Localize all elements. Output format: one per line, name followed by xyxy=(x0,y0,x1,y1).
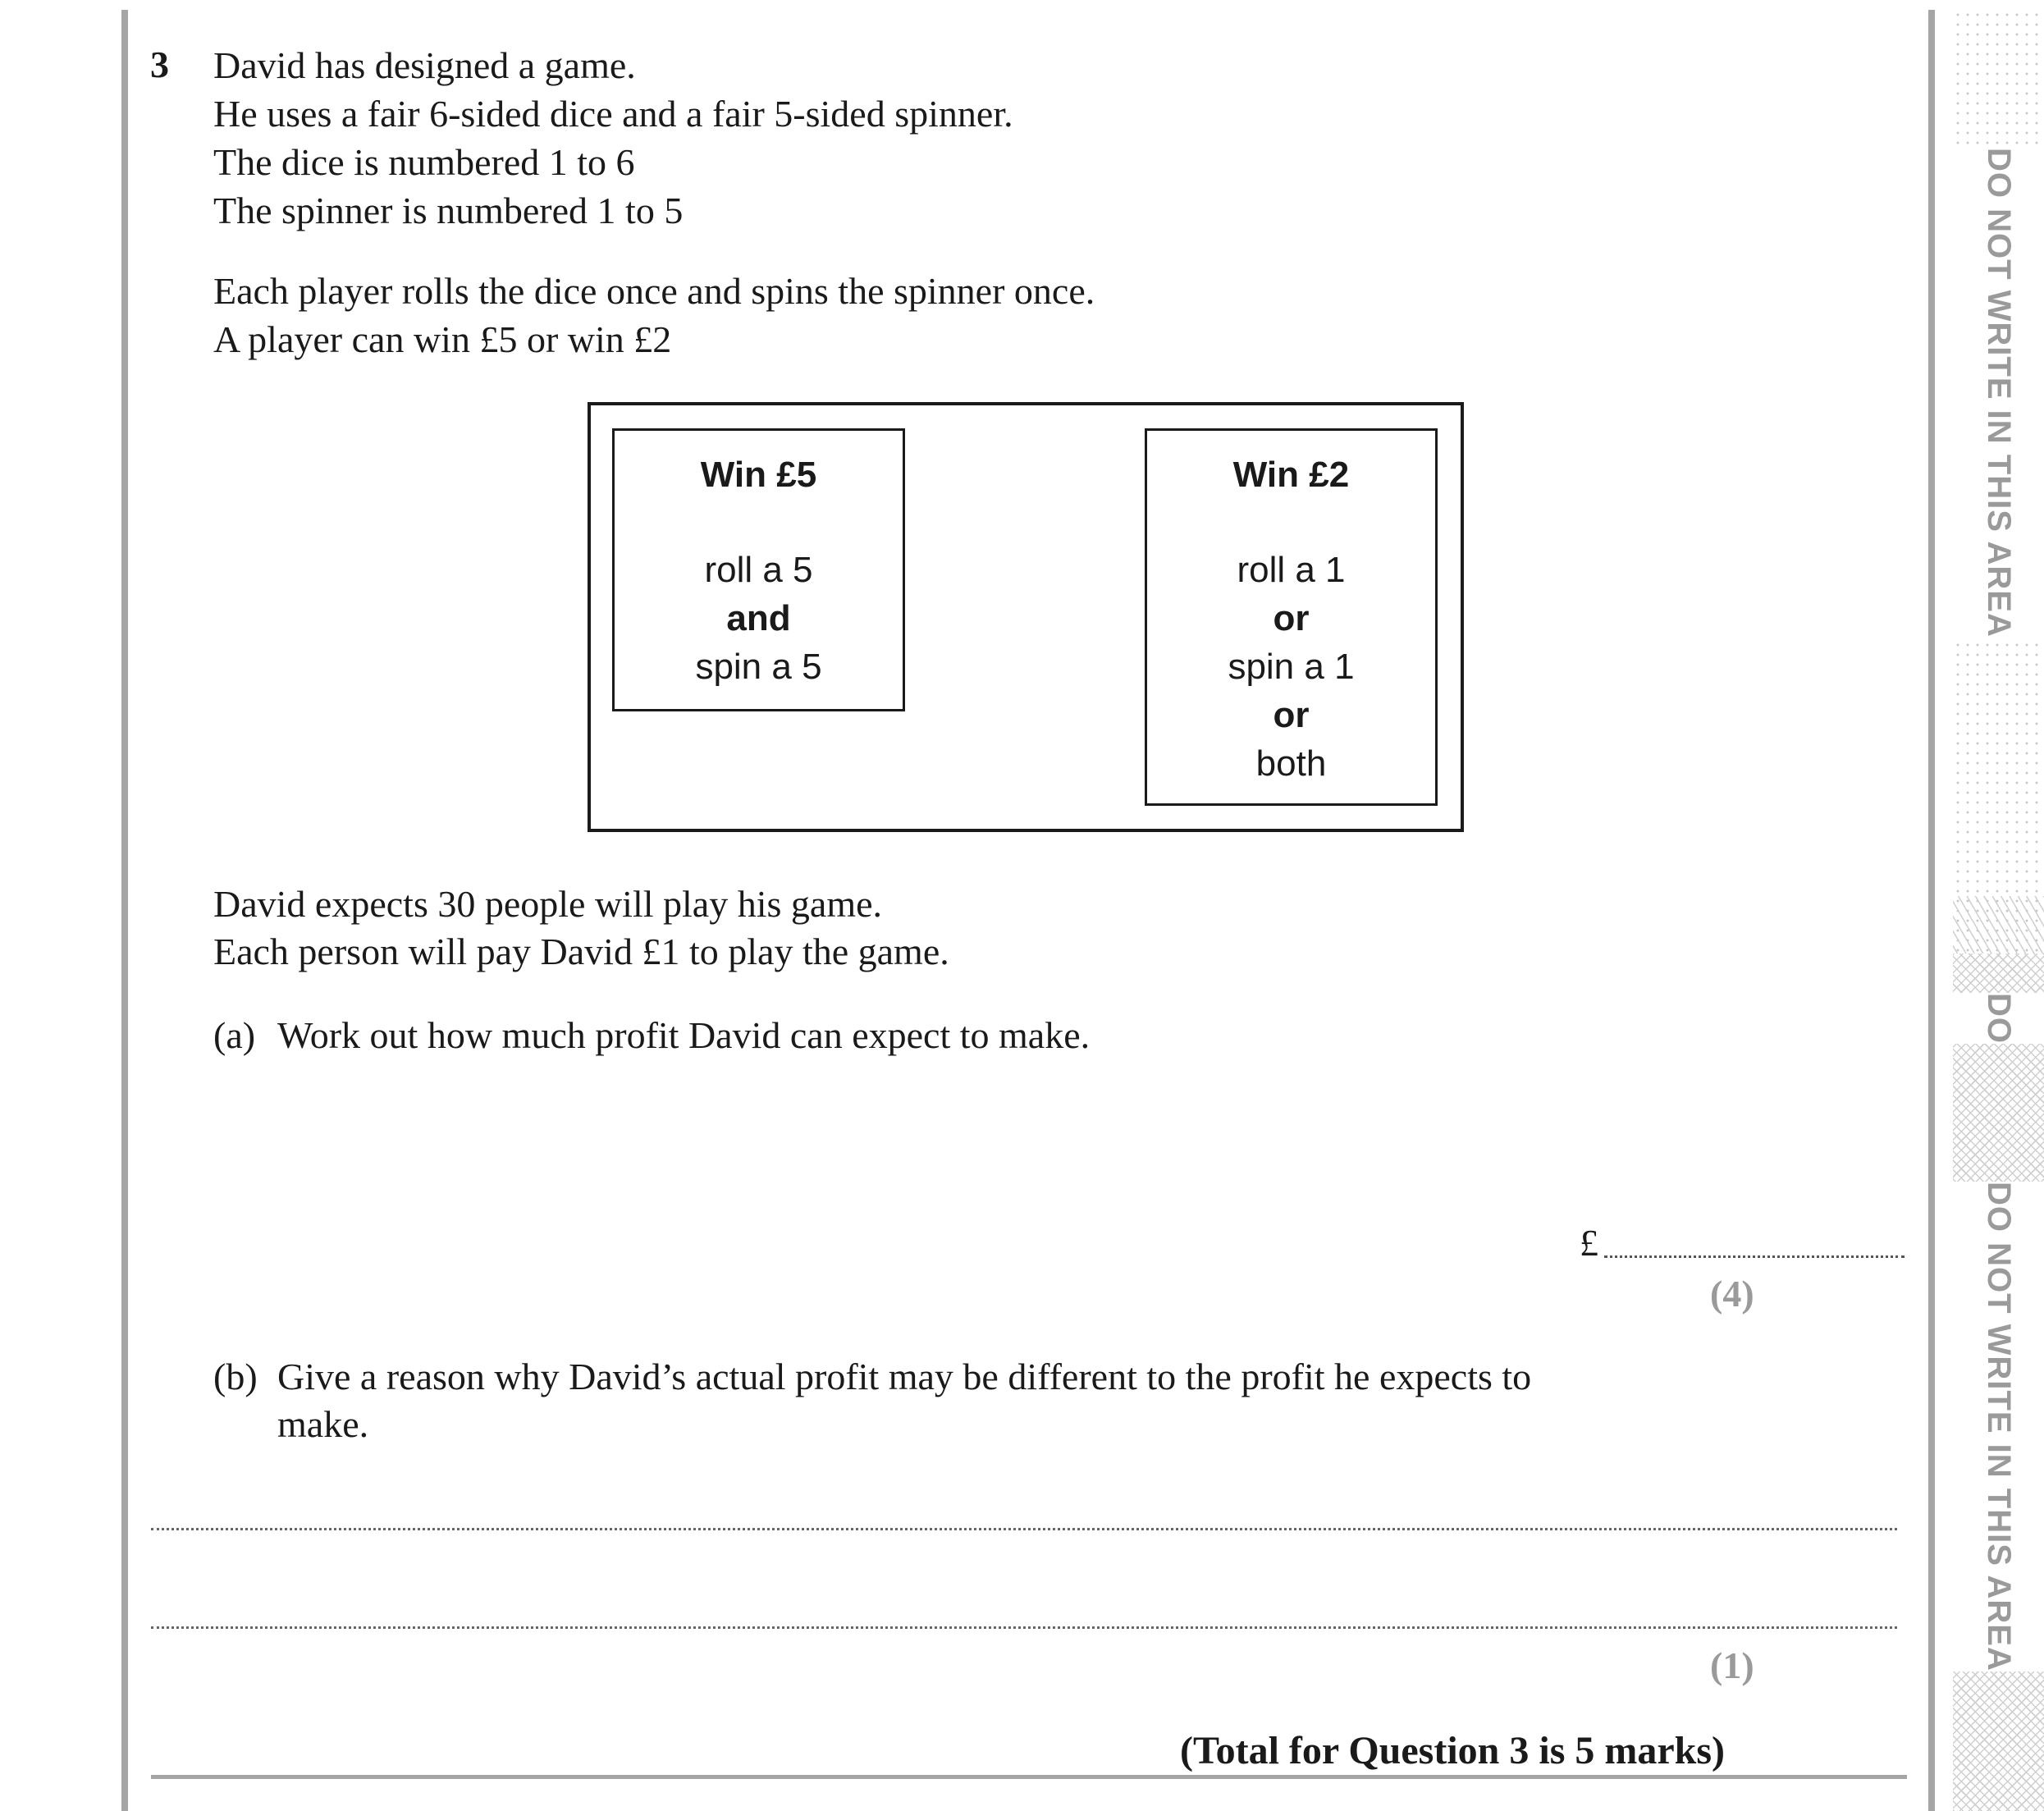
win-2-condition-1: roll a 1 xyxy=(1237,550,1346,590)
win-5-condition-2: spin a 5 xyxy=(695,647,822,687)
context-line-1: David expects 30 people will play his game. xyxy=(213,883,883,925)
intro-line-2: He uses a fair 6-sided dice and a fair 5-sided spinner. xyxy=(213,93,1013,135)
win-2-condition-2: spin a 1 xyxy=(1228,647,1355,687)
part-b-text-line-2: make. xyxy=(277,1403,369,1445)
margin-warning-bottom: DO NOT WRITE IN THIS AREA xyxy=(1953,1182,2044,1672)
left-border-rule xyxy=(121,10,128,1811)
intro-line-1: David has designed a game. xyxy=(213,44,636,86)
part-b-label: (b) xyxy=(213,1356,258,1397)
margin-warning-top: DO NOT WRITE IN THIS AREA xyxy=(1953,148,2044,638)
part-b-text-line-1: Give a reason why David’s actual profit may be different to the profit he expects to xyxy=(277,1356,1532,1397)
rules-line-2: A player can win £5 or win £2 xyxy=(213,318,672,360)
margin-warning-short: DO xyxy=(1953,993,2044,1044)
part-a-marks: (4) xyxy=(1710,1273,1754,1315)
question-total: (Total for Question 3 is 5 marks) xyxy=(1180,1729,1726,1772)
win-2-title: Win £2 xyxy=(1232,455,1350,495)
win-5-conjunction: and xyxy=(726,598,791,638)
intro-line-4: The spinner is numbered 1 to 5 xyxy=(213,190,684,231)
question-number: 3 xyxy=(150,43,169,85)
context-line-2: Each person will pay David £1 to play the game. xyxy=(213,931,949,972)
win-5-title: Win £5 xyxy=(700,455,817,495)
part-b-marks: (1) xyxy=(1710,1644,1754,1686)
win-5-card xyxy=(612,428,905,711)
bottom-rule xyxy=(151,1775,1907,1779)
win-2-conjunction-1: or xyxy=(1273,598,1310,638)
part-a-label: (a) xyxy=(213,1014,256,1056)
rules-line-1: Each player rolls the dice once and spins the spinner once. xyxy=(213,270,1095,312)
win-2-conjunction-2: or xyxy=(1273,695,1310,735)
win-5-condition-1: roll a 5 xyxy=(704,550,813,590)
margin-diagonal-pattern xyxy=(1953,896,2044,962)
part-a-text: Work out how much profit David can expect to make. xyxy=(277,1014,1091,1056)
part-b-answer-line-2[interactable] xyxy=(151,1626,1897,1629)
part-b-answer-line-1[interactable] xyxy=(151,1528,1897,1530)
part-a-answer-prefix: £ xyxy=(1580,1222,1598,1264)
part-a-answer-line[interactable] xyxy=(1604,1255,1905,1258)
win-2-card xyxy=(1145,428,1438,806)
win-2-condition-3: both xyxy=(1255,743,1327,784)
intro-line-3: The dice is numbered 1 to 6 xyxy=(213,141,635,183)
right-border-rule xyxy=(1928,10,1935,1811)
